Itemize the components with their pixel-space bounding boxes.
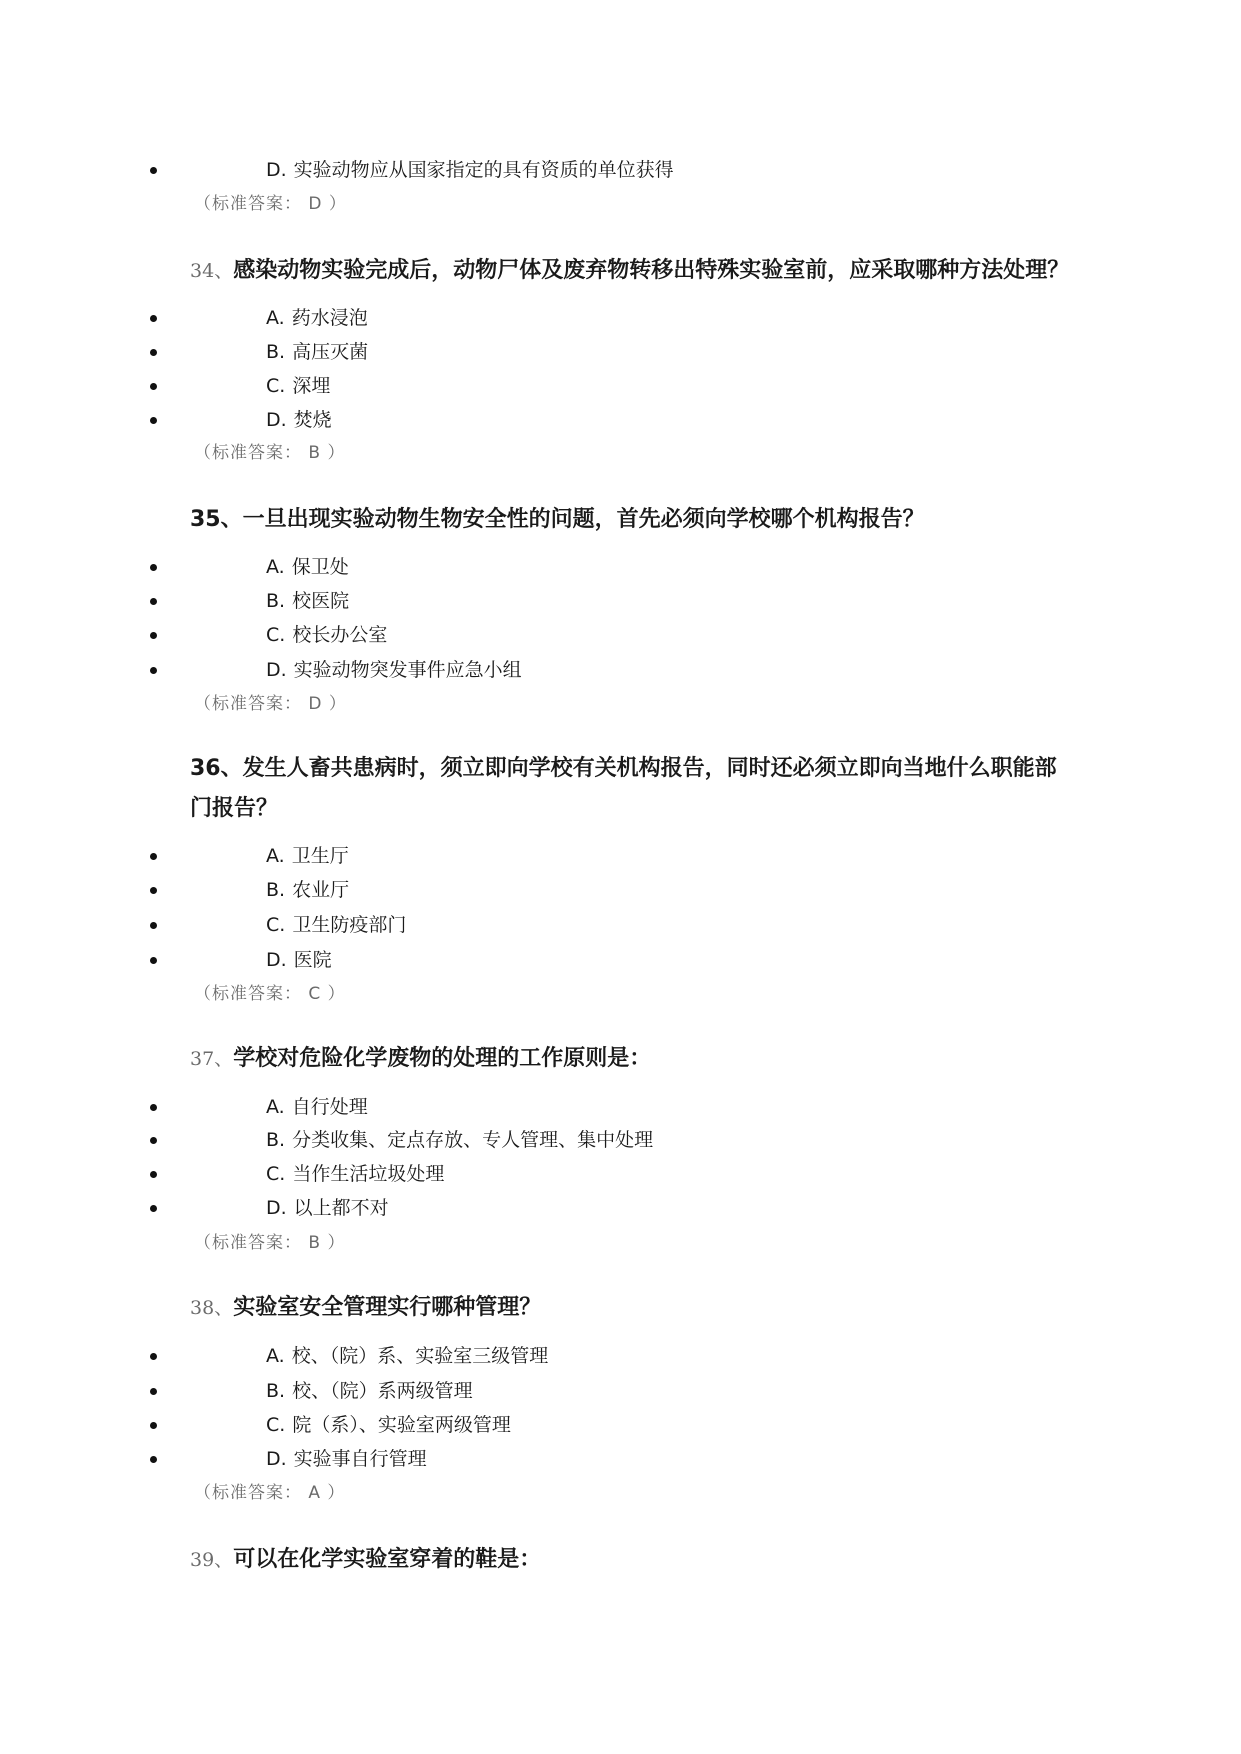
question-text: 学校对危险化学废物的处理的工作原则是： [233,1046,652,1071]
option-text: 保卫处 [291,556,349,578]
option-letter: D. [266,159,287,181]
bullet-icon [150,315,157,322]
option-letter: B. [266,1129,286,1151]
option-letter: C. [266,375,286,397]
option-text: 校长办公室 [292,624,388,646]
question-number: 35、 [190,507,243,532]
question-number: 34、 [190,260,234,282]
option-letter: B. [266,341,286,363]
option-letter: C. [266,1163,286,1185]
bullet-icon [150,1205,157,1212]
bullet-icon [150,1104,157,1111]
question-36-continued: 门报告？ [190,796,279,821]
option-text: 院（系）、实验室两级管理 [292,1414,511,1436]
option-text: 当作生活垃圾处理 [292,1163,445,1185]
list-item [150,550,349,584]
option-letter: A. [266,1096,285,1118]
question-37 [190,1039,651,1079]
option-letter: B. [266,1380,286,1402]
question-39 [190,1540,541,1580]
option-letter: D. [266,1448,287,1470]
bullet-icon [150,417,157,424]
option-text: 高压灭菌 [292,341,369,363]
option-text: 自行处理 [291,1096,368,1118]
bullet-icon [150,853,157,860]
bullet-icon [150,383,157,390]
list-item [150,618,387,652]
option-letter: D. [266,409,287,431]
list-item [150,653,522,687]
standard-answer: （标准答案： D ） [194,194,347,214]
option-letter: D. [266,949,287,971]
question-number: 36、 [190,756,243,781]
option-letter: A. [266,307,285,329]
option-letter: A. [266,845,285,867]
list-item [150,1123,653,1157]
bullet-icon [150,922,157,929]
list-item [150,301,368,335]
question-text: 感染动物实验完成后，动物尸体及废弃物转移出特殊实验室前，应采取哪种方法处理？ [233,258,1070,283]
option-text: 实验动物突发事件应急小组 [293,659,522,681]
bullet-icon [150,1171,157,1178]
question-36 [190,749,1057,789]
question-35 [190,500,925,540]
list-item [150,943,332,977]
bullet-icon [150,1422,157,1429]
option-letter: C. [266,624,286,646]
question-text: 可以在化学实验室穿着的鞋是： [233,1547,542,1572]
standard-answer: （标准答案： B ） [194,1233,346,1253]
option-letter: A. [266,556,285,578]
list-item [150,1090,368,1124]
list-item [150,403,332,437]
option-letter: B. [266,879,286,901]
list-item [150,1191,389,1225]
option-text: 以上都不对 [293,1197,389,1219]
option-text: 校、（院）系两级管理 [292,1380,473,1402]
option-letter: C. [266,914,286,936]
list-item [150,839,349,873]
question-text: 实验室安全管理实行哪种管理？ [233,1295,542,1320]
bullet-icon [150,1137,157,1144]
bullet-icon [150,887,157,894]
standard-answer: （标准答案： B ） [194,443,346,463]
option-text: 药水浸泡 [291,307,368,329]
option-letter: C. [266,1414,286,1436]
bullet-icon [150,598,157,605]
option-letter: D. [266,659,287,681]
option-text: 农业厅 [292,879,350,901]
option-text: 焚烧 [293,409,332,431]
option-letter: D. [266,1197,287,1219]
option-text: 深埋 [292,375,331,397]
list-item [150,873,349,907]
bullet-icon [150,564,157,571]
list-item [150,369,330,403]
option-text: 卫生防疫部门 [292,914,407,936]
list-item [150,1374,473,1408]
option-text: 医院 [293,949,332,971]
standard-answer: （标准答案： A ） [194,1483,346,1503]
option-text: 实验动物应从国家指定的具有资质的单位获得 [293,159,674,181]
standard-answer: （标准答案： D ） [194,694,347,714]
question-text: 发生人畜共患病时，须立即向学校有关机构报告，同时还必须立即向当地什么职能部 [242,756,1057,781]
question-38 [190,1288,541,1328]
option-letter: B. [266,590,286,612]
question-number: 39、 [190,1549,234,1571]
question-number: 37、 [190,1048,234,1070]
bullet-icon [150,1388,157,1395]
list-item [150,1339,548,1373]
bullet-icon [150,667,157,674]
list-item [150,153,674,187]
list-item [150,1408,511,1442]
question-number: 38、 [190,1297,234,1319]
option-text: 实验事自行管理 [293,1448,427,1470]
bullet-icon [150,957,157,964]
bullet-icon [150,1353,157,1360]
question-34 [190,251,1069,291]
list-item [150,908,406,942]
option-text: 校、（院）系、实验室三级管理 [291,1345,549,1367]
list-item [150,335,368,369]
option-text: 校医院 [292,590,350,612]
option-text: 分类收集、定点存放、专人管理、集中处理 [292,1129,654,1151]
bullet-icon [150,1456,157,1463]
bullet-icon [150,167,157,174]
bullet-icon [150,349,157,356]
option-letter: A. [266,1345,285,1367]
list-item [150,1442,427,1476]
question-text: 一旦出现实验动物生物安全性的问题，首先必须向学校哪个机构报告？ [242,507,925,532]
bullet-icon [150,632,157,639]
standard-answer: （标准答案： C ） [194,984,346,1004]
option-text: 卫生厅 [291,845,349,867]
list-item [150,1157,444,1191]
list-item [150,584,349,618]
